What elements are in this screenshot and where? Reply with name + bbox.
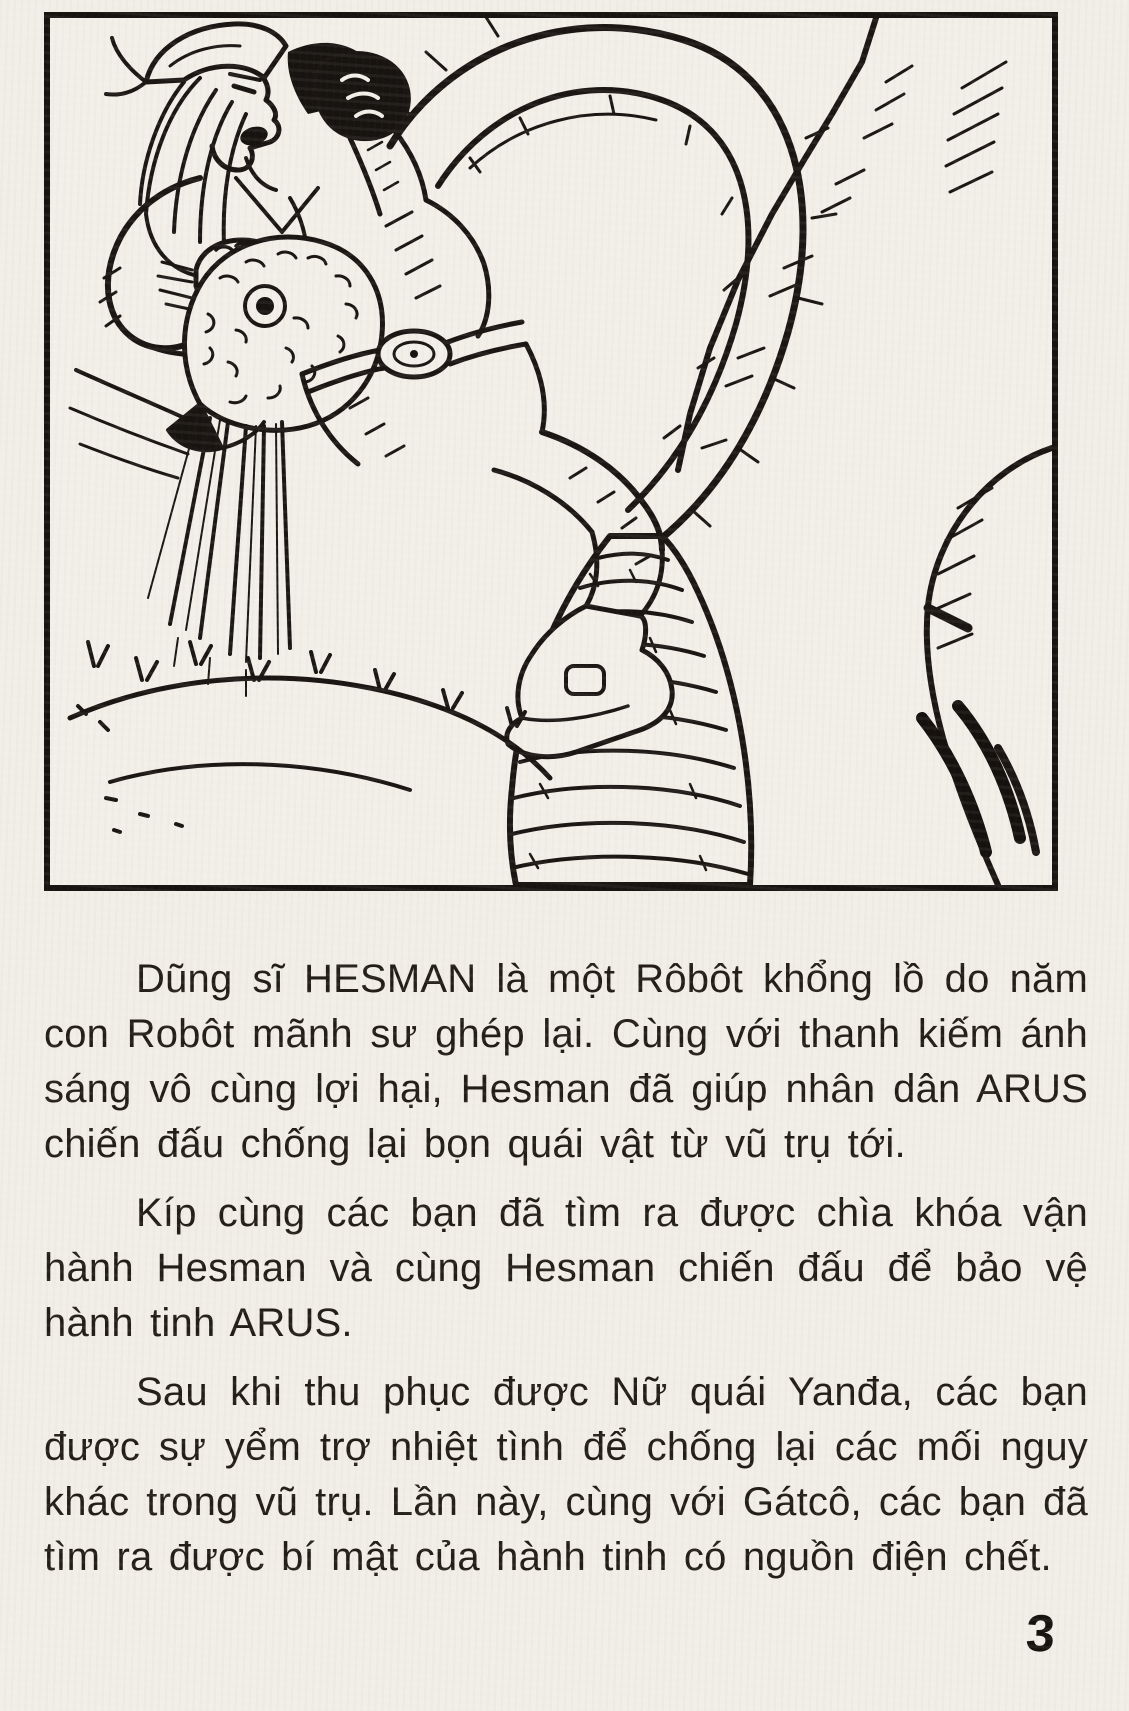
comic-panel [44, 12, 1058, 891]
page-number: 3 [1024, 1605, 1057, 1663]
story-text [44, 952, 1088, 1599]
comic-panel-illustration [50, 18, 1052, 885]
story-paragraph: Dũng sĩ HESMAN là một Rôbôt khổng lồ do năm con Robôt mãnh sư ghép lại. Cùng với thanh kiếm ánh sáng vô cùng lợi hại, Hesman đã giúp nhân dân ARUS chiến đấu chống lại bọn quái vật từ vũ trụ tới. [44, 957, 1088, 1166]
story-paragraph: Sau khi thu phục được Nữ quái Yanđa, các bạn được sự yểm trợ nhiệt tình để chống lại các mối nguy khác trong vũ trụ. Lần này, cùng với Gátcô, các bạn đã tìm ra được bí mật của hành tinh có nguồn điện chết. [44, 1370, 1088, 1579]
story-paragraph: Kíp cùng các bạn đã tìm ra được chìa khóa vận hành Hesman và cùng Hesman chiến đấu để bảo vệ hành tinh ARUS. [44, 1191, 1088, 1345]
